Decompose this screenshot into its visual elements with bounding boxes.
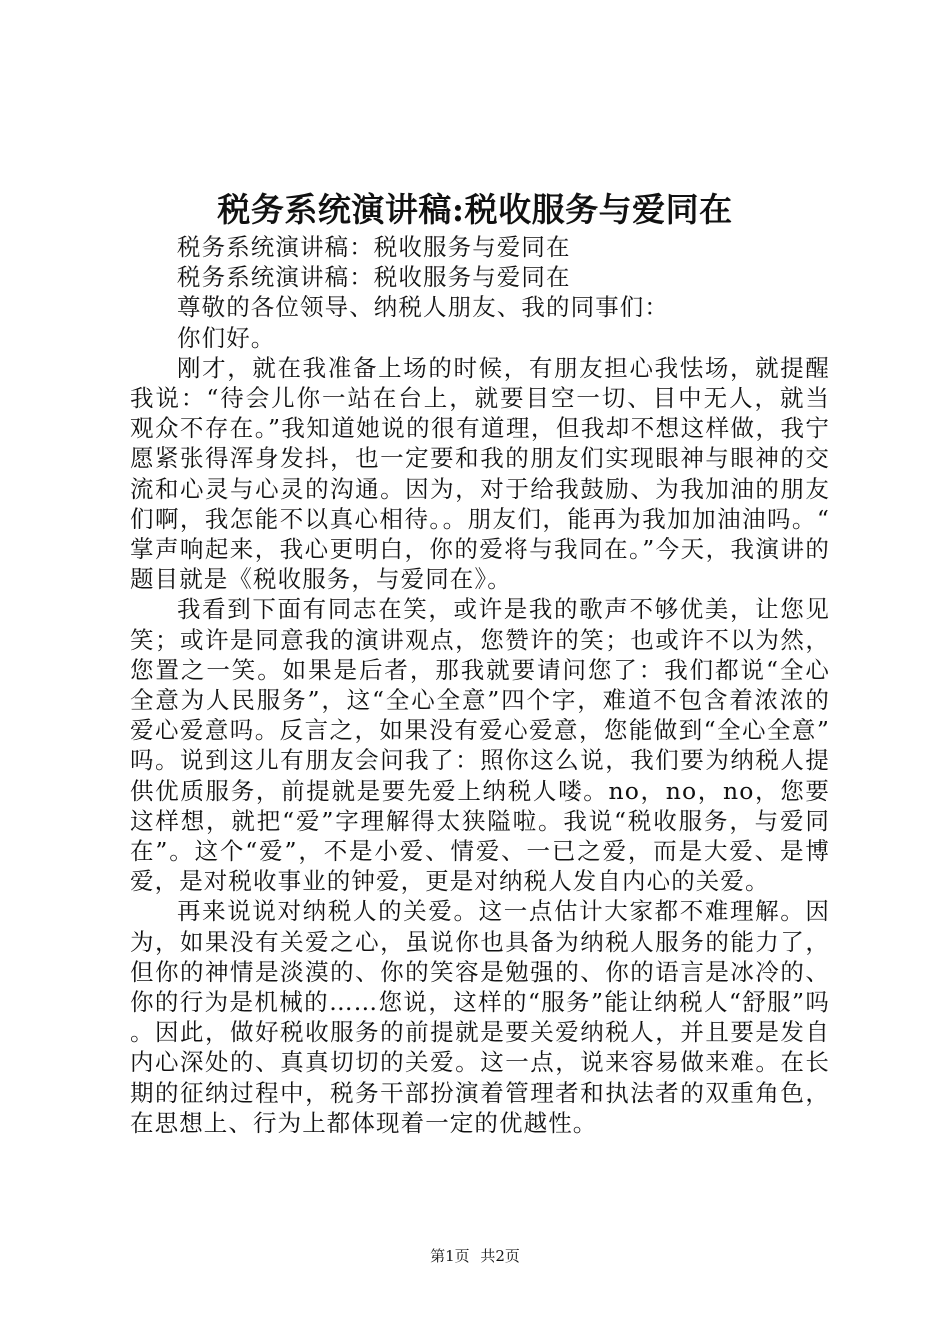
paragraph-body-1: 刚才，就在我准备上场的时候，有朋友担心我怯场，就提醒我说：“待会儿你一站在台上，就要目空一切、目中无人，就当观众不存在。”我知道她说的很有道理，但我却不想这样做，我宁愿紧张得浑身发抖，也一定要和我的朋友们实现眼神与眼神的交流和心灵与心灵的沟通。因为，对于给我鼓励、为我加油的朋友们啊，我怎能不以真心相待。。朋友们，能再为我加加油油吗。“掌声响起来，我心更明白，你的爱将与我同在。”今天，我演讲的题目就是《税收服务，与爱同在》。	[130, 353, 830, 594]
paragraph-subtitle-2: 税务系统演讲稿：税收服务与爱同在	[177, 263, 571, 292]
paragraph-body-3: 再来说说对纳税人的关爱。这一点估计大家都不难理解。因为，如果没有关爱之心，虽说你也具备为纳税人服务的能力了，但你的神情是淡漠的、你的笑容是勉强的、你的语言是冰冷的、你的行为是机械的……您说，这样的“服务”能让纳税人“舒服”吗。因此，做好税收服务的前提就是要关爱纳税人，并且要是发自内心深处的、真真切切的关爱。这一点，说来容易做来难。在长期的征纳过程中，税务干部扮演着管理者和执法者的双重角色，在思想上、行为上都体现着一定的优越性。	[130, 897, 830, 1137]
paragraph-subtitle-1: 税务系统演讲稿：税收服务与爱同在	[177, 233, 571, 261]
paragraph-greeting: 你们好。	[177, 323, 276, 352]
paragraph-salutation: 尊敬的各位领导、纳税人朋友、我的同事们：	[177, 293, 669, 322]
paragraph-body-2: 我看到下面有同志在笑，或许是我的歌声不够优美，让您见笑；或许是同意我的演讲观点，您赞许的笑；也或许不以为然，您置之一笑。如果是后者，那我就要请问您了：我们都说“全心全意为人民服务”，这“全心全意”四个字，难道不包含着浓浓的爱心爱意吗。反言之，如果没有爱心爱意，您能做到“全心全意”吗。说到这儿有朋友会问我了：照你这么说，我们要为纳税人提供优质服务，前提就是要先爱上纳税人喽。no，no，no，您要这样想，就把“爱”字理解得太狭隘啦。我说“税收服务，与爱同在”。这个“爱”，不是小爱、情爱、一已之爱，而是大爱、是博爱，是对税收事业的钟爱，更是对纳税人发自内心的关爱。	[130, 595, 830, 896]
document-title: 税务系统演讲稿:税收服务与爱同在	[217, 190, 733, 229]
document-body	[130, 232, 830, 1138]
page-number-footer: 第1页 共2页	[430, 1247, 520, 1265]
